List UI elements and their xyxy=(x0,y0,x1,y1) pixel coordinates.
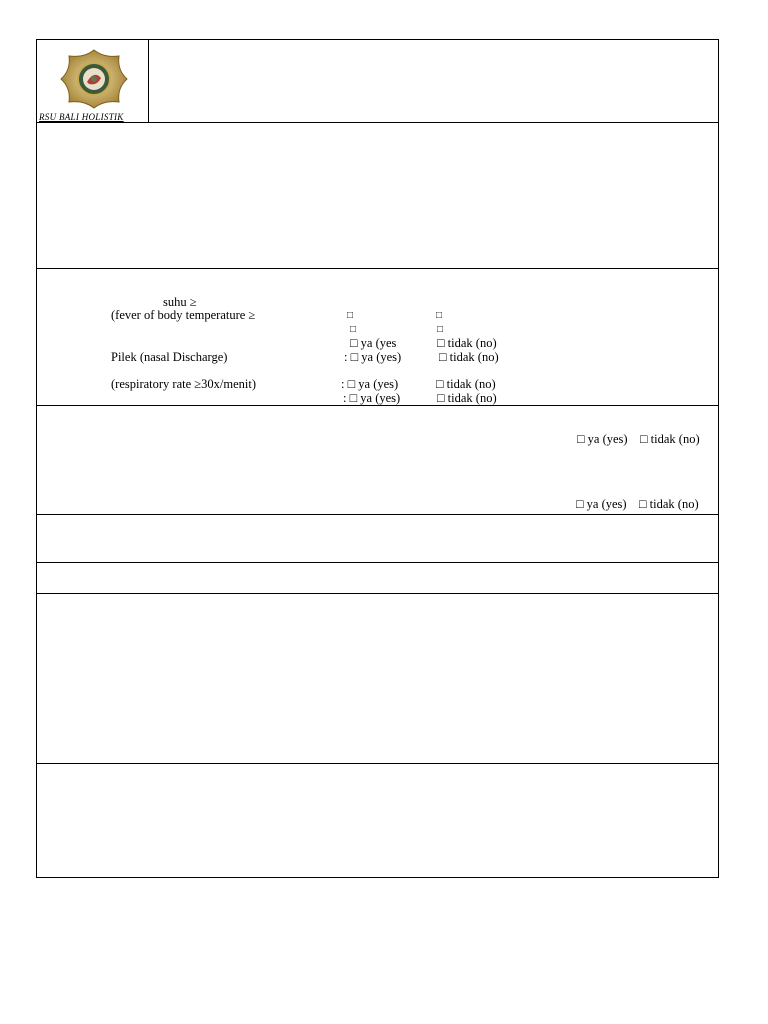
info-row xyxy=(37,123,718,269)
q2-yes-option[interactable]: □ ya (yes) xyxy=(576,497,627,511)
row2-no-checkbox[interactable]: □ xyxy=(437,324,444,335)
blank-row-1 xyxy=(37,515,718,563)
q2-no-option[interactable]: □ tidak (no) xyxy=(639,497,699,511)
exposure-row xyxy=(37,406,718,515)
pilek-yes-option[interactable]: : □ ya (yes) xyxy=(344,350,402,364)
fever-label: (fever of body temperature ≥ xyxy=(111,308,256,322)
resp-no-option[interactable]: □ tidak (no) xyxy=(436,377,496,391)
pilek-label: Pilek (nasal Discharge) xyxy=(111,350,228,364)
q1-yes-option[interactable]: □ ya (yes) xyxy=(577,432,628,446)
pilek-no-option[interactable]: □ tidak (no) xyxy=(439,350,499,364)
q1-no-option[interactable]: □ tidak (no) xyxy=(640,432,700,446)
hospital-logo-icon xyxy=(59,48,129,110)
row2-yes-checkbox[interactable]: □ xyxy=(350,324,357,335)
logo-cell xyxy=(37,40,149,122)
logo-caption: RSU BALI HOLISTIK xyxy=(39,112,124,122)
fever-yes-checkbox[interactable]: □ xyxy=(347,310,354,321)
row3-yes-option[interactable]: □ ya (yes xyxy=(350,336,397,350)
last-yes-option[interactable]: : □ ya (yes) xyxy=(343,391,401,405)
row3-no-option[interactable]: □ tidak (no) xyxy=(437,336,497,350)
screening-form xyxy=(36,39,719,878)
suhu-label: suhu ≥ xyxy=(163,295,197,309)
resp-yes-option[interactable]: : □ ya (yes) xyxy=(341,377,399,391)
symptoms-row xyxy=(37,269,718,406)
blank-row-2 xyxy=(37,563,718,594)
last-no-option[interactable]: □ tidak (no) xyxy=(437,391,497,405)
blank-row-4 xyxy=(37,764,718,877)
blank-row-3 xyxy=(37,594,718,764)
header-row xyxy=(37,40,718,123)
resp-label: (respiratory rate ≥30x/menit) xyxy=(111,377,257,391)
fever-no-checkbox[interactable]: □ xyxy=(436,310,443,321)
